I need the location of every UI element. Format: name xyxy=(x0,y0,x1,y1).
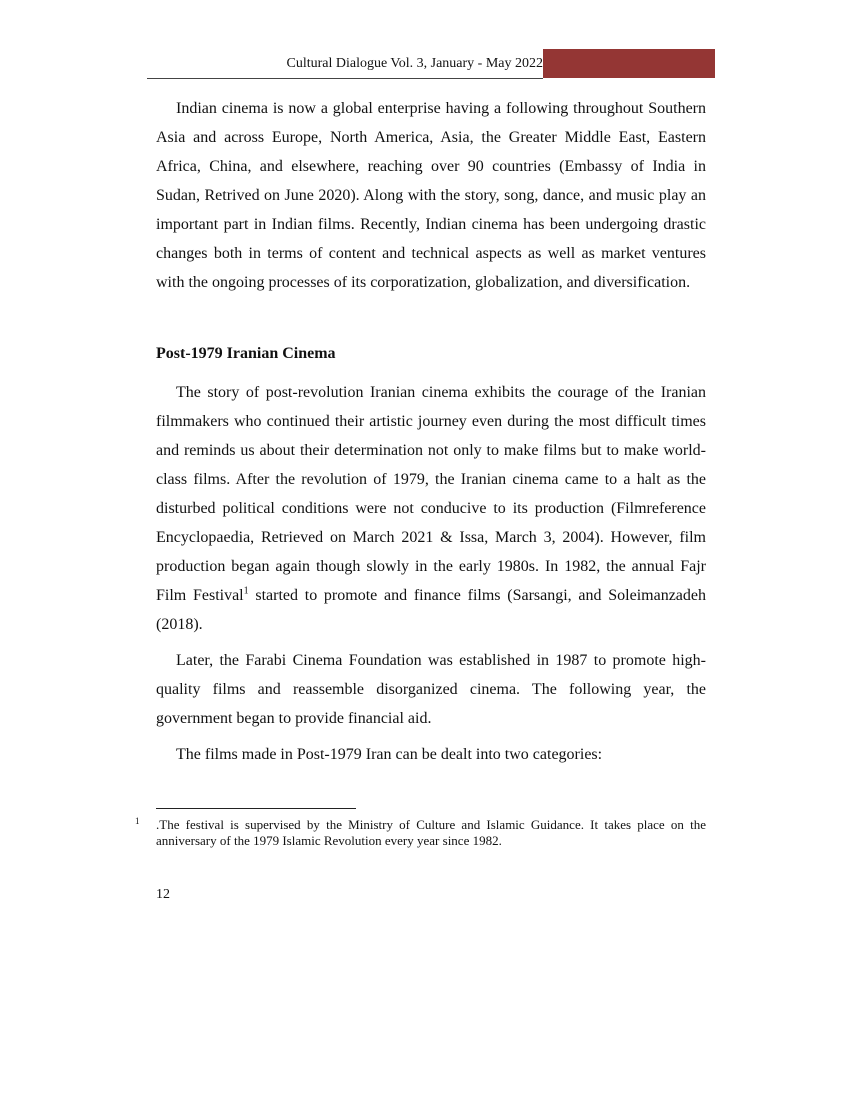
footnote-reference: 1 xyxy=(243,585,249,597)
footnote-text: .The festival is supervised by the Ministry of Culture and Islamic Guidance. It takes place on the anniversary of the 1979 Islamic Revolution every year since 1982. xyxy=(156,817,706,848)
journal-title: Cultural Dialogue Vol. 3, January - May 2022 xyxy=(286,56,543,71)
header-accent-bar xyxy=(543,49,715,78)
paragraph-text-part: started to promote and finance films (Sarsangi, and Soleimanzadeh (2018). xyxy=(156,587,706,633)
page-number: 12 xyxy=(156,887,170,902)
paragraph-farabi-foundation: Later, the Farabi Cinema Foundation was established in 1987 to promote high-quality films and reassemble disorganized cinema. The following year, the government began to provide financial aid. xyxy=(156,652,706,727)
paragraph-film-categories: The films made in Post-1979 Iran can be dealt into two categories: xyxy=(176,746,603,763)
footnote-separator xyxy=(156,808,356,809)
section-heading: Post-1979 Iranian Cinema xyxy=(156,345,336,362)
running-header xyxy=(147,49,715,79)
paragraph-indian-cinema: Indian cinema is now a global enterprise having a following throughout Southern Asia and across Europe, North America, Asia, the Greater Middle East, Eastern Africa, China, and elsewhere, reaching over 90 countries (Embassy of India in Sudan, Retrived on June 2020). Along with the story, song, dance, and music play an important part in Indian films. Recently, Indian cinema has been undergoing drastic changes both in terms of content and technical aspects as well as market ventures with the ongoing processes of its corporatization, globalization, and diversification. xyxy=(156,100,706,291)
paragraph-post-revolution xyxy=(156,378,706,639)
footnote-marker: 1 xyxy=(135,816,140,826)
header-rule xyxy=(147,78,543,79)
footnote xyxy=(135,816,706,849)
paragraph-text-part: The story of post-revolution Iranian cinema exhibits the courage of the Iranian filmmakers who continued their artistic journey even during the most difficult times and reminds us about their determination not only to make films but to make world-class films. After the revolution of 1979, the Iranian cinema came to a halt as the disturbed political conditions were not conducive to its production (Filmreference Encyclopaedia, Retrieved on March 2021 & Issa, March 3, 2004). However, film production began again though slowly in the early 1980s. In 1982, the annual Fajr Film Festival xyxy=(156,384,706,604)
